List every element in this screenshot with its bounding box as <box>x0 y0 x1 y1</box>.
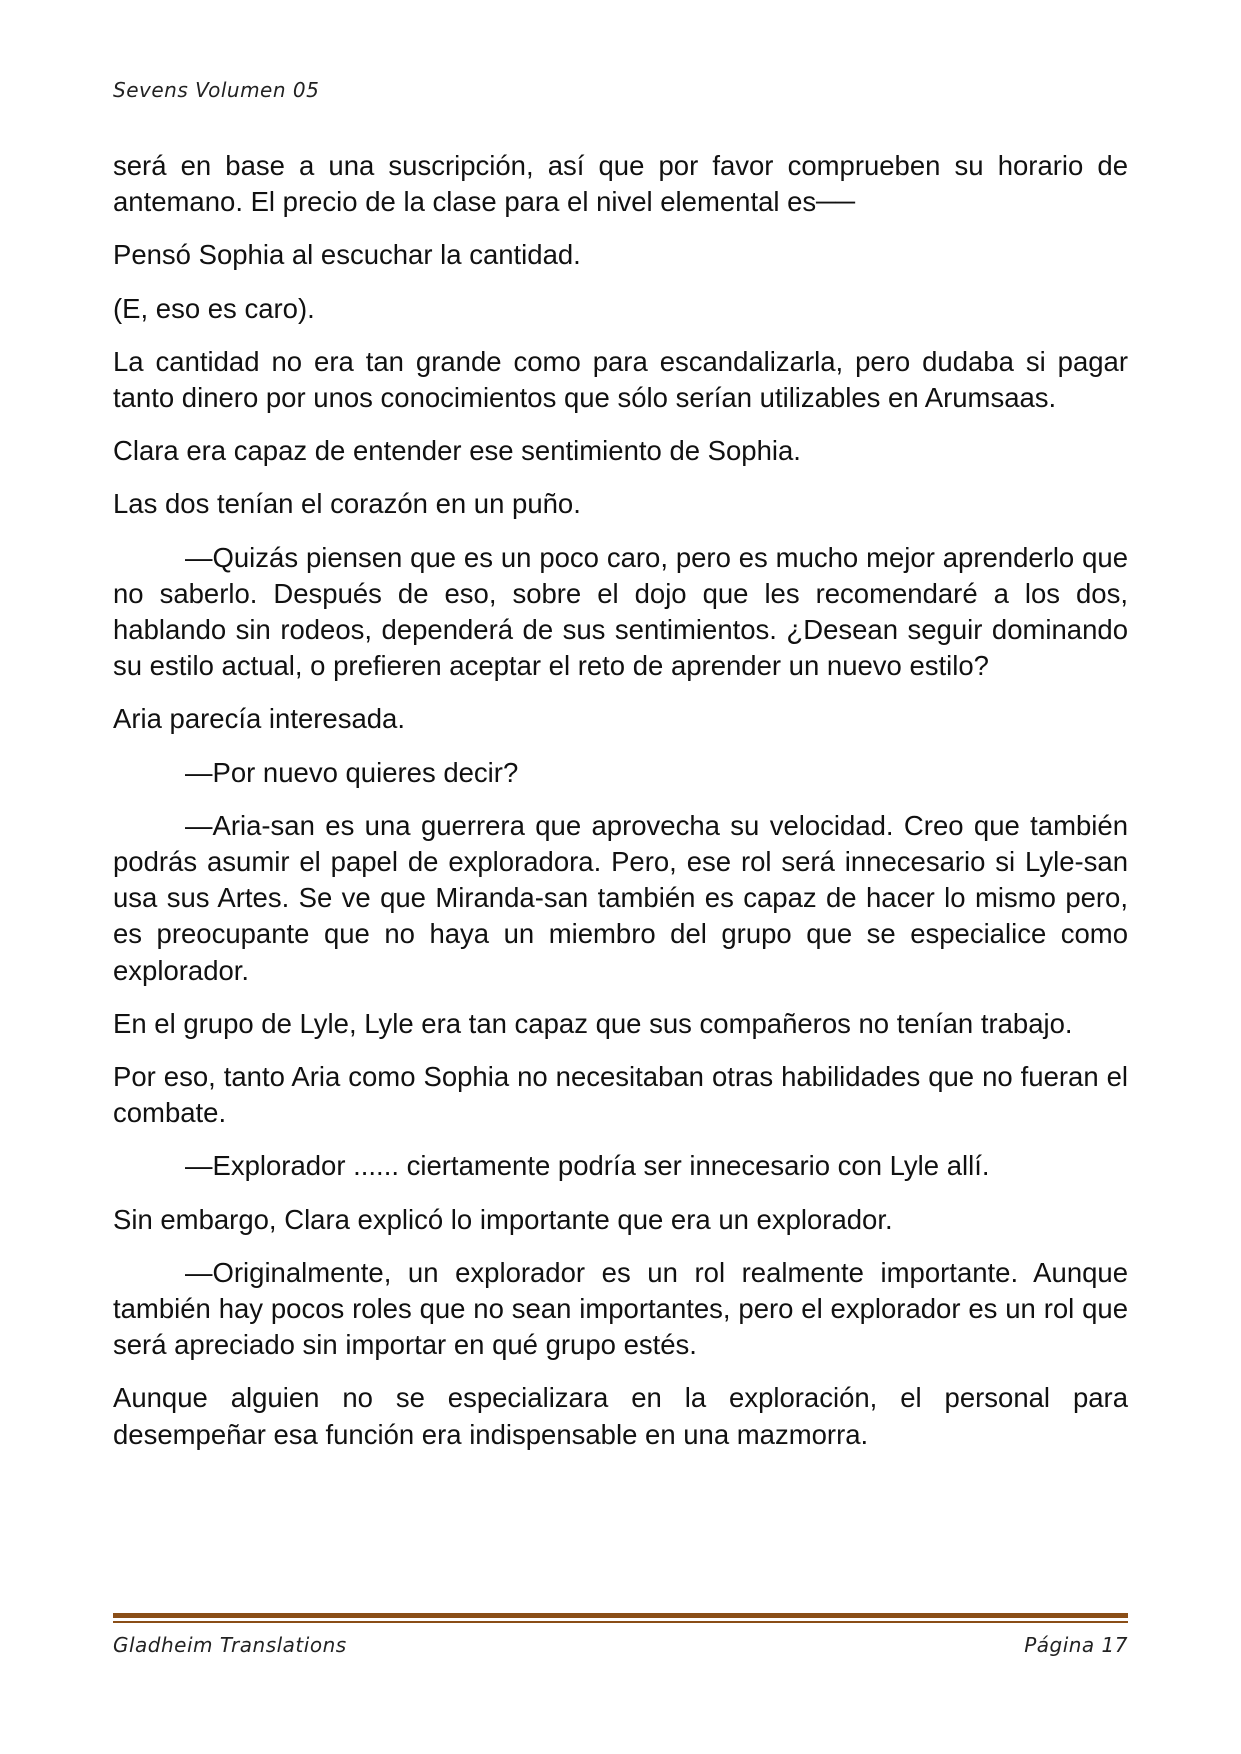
footer-rule-thin <box>113 1621 1128 1623</box>
paragraph: Por eso, tanto Aria como Sophia no necesitaban otras habilidades que no fueran el combate. <box>113 1061 1128 1129</box>
dialogue-paragraph: —Aria-san es una guerrera que aprovecha su velocidad. Creo que también podrás asumir el papel de exploradora. Pero, ese rol será innecesario si Lyle-san usa sus Artes. Se ve que Miranda-san también es capaz de hacer lo mismo pero, es preocupante que no haya un miembro del grupo que se especialice como explorador. <box>113 809 1128 986</box>
paragraph: Clara era capaz de entender ese sentimiento de Sophia. <box>113 435 801 467</box>
dialogue-paragraph: —Explorador ...... ciertamente podría ser innecesario con Lyle allí. <box>185 1150 990 1182</box>
dialogue-paragraph: —Quizás piensen que es un poco caro, pero es mucho mejor aprenderlo que no saberlo. Después de eso, sobre el dojo que les recomendaré a los dos, hablando sin rodeos, dependerá de sus sentimientos. ¿Desean seguir dominando su estilo actual, o prefieren aceptar el reto de aprender un nuevo estilo? <box>113 541 1128 682</box>
footer-credit: Gladheim Translations <box>113 1633 347 1657</box>
paragraph: Pensó Sophia al escuchar la cantidad. <box>113 239 581 271</box>
running-header: Sevens Volumen 05 <box>113 78 320 102</box>
page-number: Página 17 <box>1024 1633 1128 1657</box>
paragraph: Las dos tenían el corazón en un puño. <box>113 488 581 520</box>
page-body <box>113 148 1128 1453</box>
paragraph: La cantidad no era tan grande como para escandalizarla, pero dudaba si pagar tanto dinero por unos conocimientos que sólo serían utilizables en Arumsaas. <box>113 345 1128 414</box>
paragraph: Sin embargo, Clara explicó lo importante que era un explorador. <box>113 1203 893 1235</box>
paragraph: (E, eso es caro). <box>113 292 315 324</box>
paragraph: será en base a una suscripción, así que por favor comprueben su horario de antemano. El precio de la clase para el nivel elemental es── <box>113 150 1128 218</box>
paragraph: Aria parecía interesada. <box>113 703 405 735</box>
paragraph: Aunque alguien no se especializara en la exploración, el personal para desempeñar esa función era indispensable en una mazmorra. <box>113 1382 1128 1450</box>
footer-rule-thick <box>113 1613 1128 1618</box>
dialogue-paragraph: —Originalmente, un explorador es un rol realmente importante. Aunque también hay pocos roles que no sean importantes, pero el explorador es un rol que será apreciado sin importar en qué grupo estés. <box>113 1256 1128 1361</box>
paragraph: En el grupo de Lyle, Lyle era tan capaz que sus compañeros no tenían trabajo. <box>113 1007 1073 1039</box>
dialogue-paragraph: —Por nuevo quieres decir? <box>185 756 519 788</box>
